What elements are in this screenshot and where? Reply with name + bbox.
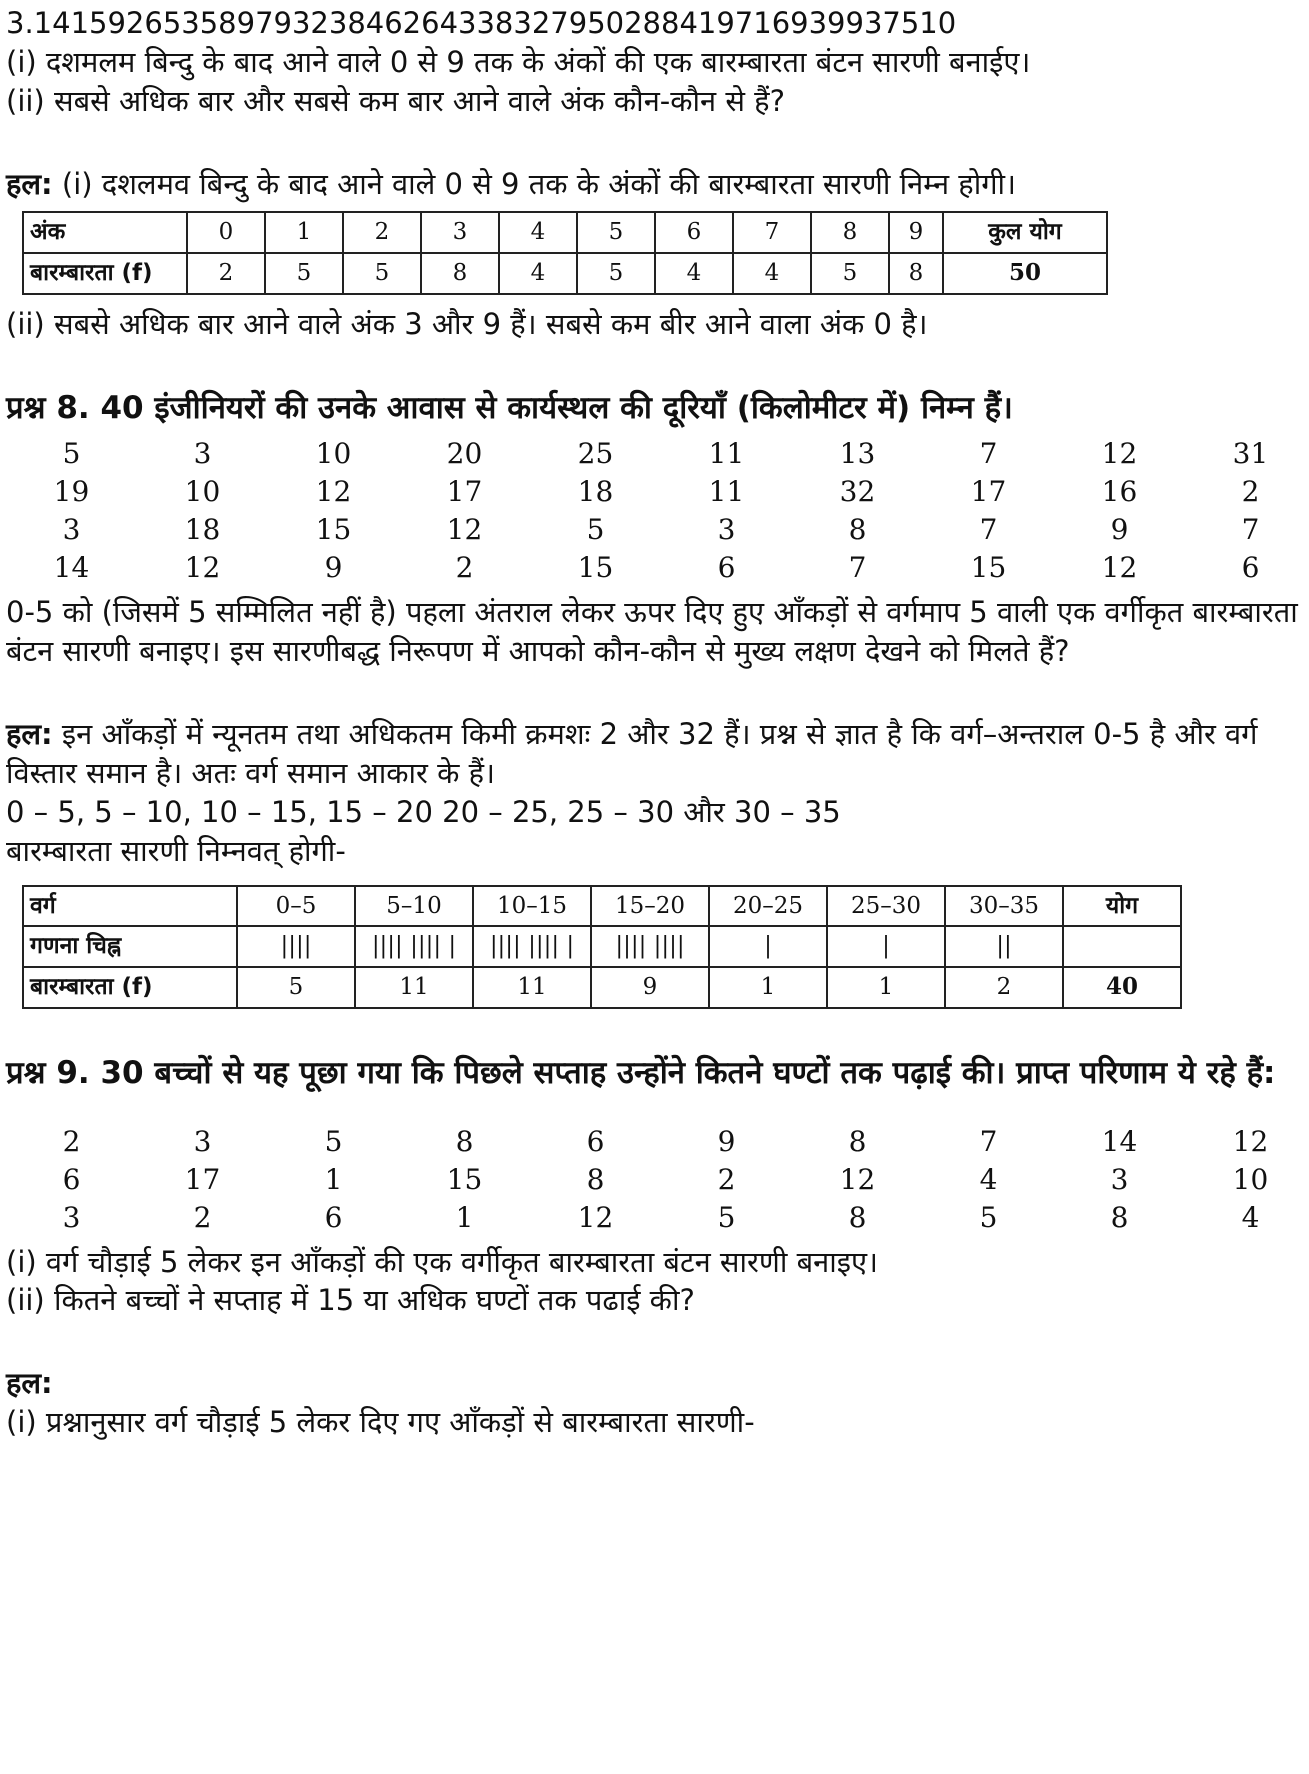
table-cell: 5 — [237, 967, 355, 1008]
data-value: 11 — [708, 475, 745, 509]
data-value: 2 — [193, 1200, 212, 1234]
solution-label: हल: — [6, 717, 53, 752]
class-frequency-table — [22, 885, 1182, 1009]
data-value: 19 — [53, 475, 90, 509]
table-row — [23, 967, 1181, 1008]
table-cell: 2 — [945, 967, 1063, 1008]
data-value: 17 — [446, 475, 483, 509]
table-cell: 5 — [577, 253, 655, 294]
data-value: 8 — [1110, 1200, 1129, 1234]
question-7-part-i: (i) दशमलम बिन्दु के बाद आने वाले 0 से 9 तक के अंकों की एक बारम्बारता बंटन सारणी बनाईए। — [6, 44, 1031, 79]
table-cell: 5 — [577, 212, 655, 253]
data-value: 15 — [970, 551, 1007, 585]
question-7-part-ii: (ii) सबसे अधिक बार और सबसे कम बार आने वाले अंक कौन-कौन से हैं? — [6, 83, 785, 118]
solution-7-part-ii: (ii) सबसे अधिक बार आने वाले अंक 3 और 9 हैं। सबसे कम बीर आने वाला अंक 0 है। — [6, 307, 928, 342]
data-value: 3 — [193, 1124, 212, 1158]
table-cell: 20–25 — [709, 886, 827, 927]
data-value: 14 — [1101, 1124, 1138, 1158]
solution-8-line-4: बारम्बारता सारणी निम्नवत् होगी- — [6, 833, 346, 868]
data-value: 4 — [1241, 1200, 1260, 1234]
data-value: 1 — [324, 1162, 343, 1196]
table-cell: 1 — [709, 967, 827, 1008]
table-cell: 8 — [421, 253, 499, 294]
table-cell: 3 — [421, 212, 499, 253]
data-value: 12 — [1101, 437, 1138, 471]
table-cell: 0–5 — [237, 886, 355, 927]
data-value: 31 — [1232, 437, 1269, 471]
data-value: 2 — [1241, 475, 1260, 509]
data-value: 2 — [717, 1162, 736, 1196]
table-cell: 4 — [733, 253, 811, 294]
solution-label: हल: — [6, 1366, 53, 1401]
table-cell — [1063, 926, 1181, 967]
table-cell: 9 — [591, 967, 709, 1008]
question-8-data-grid — [6, 435, 1301, 587]
data-value: 4 — [979, 1162, 998, 1196]
table-cell: 10–15 — [473, 886, 591, 927]
data-value: 3 — [1110, 1162, 1129, 1196]
data-value: 6 — [586, 1124, 605, 1158]
data-value: 18 — [577, 475, 614, 509]
data-value: 17 — [184, 1162, 221, 1196]
data-value: 3 — [62, 1200, 81, 1234]
solution-8-line-2: विस्तार समान है। अतः वर्ग समान आकार के हैं। — [6, 756, 495, 791]
table-cell: 8 — [889, 253, 943, 294]
data-value: 3 — [193, 437, 212, 471]
table-cell: 11 — [473, 967, 591, 1008]
solution-8-line-1 — [6, 715, 1301, 754]
table-cell: 0 — [187, 212, 265, 253]
tally-cell: |||| |||| | — [473, 926, 591, 967]
data-value: 12 — [184, 551, 221, 585]
question-8-title: प्रश्न 8. 40 इंजीनियरों की उनके आवास से कार्यस्थल की दूरियाँ (किलोमीटर में) निम्न हैं। — [6, 389, 1013, 426]
data-value: 7 — [848, 551, 867, 585]
table-cell: 4 — [499, 212, 577, 253]
total-header: योग — [1063, 886, 1181, 927]
data-value: 2 — [455, 551, 474, 585]
data-value: 10 — [184, 475, 221, 509]
table-cell: 2 — [187, 253, 265, 294]
data-value: 8 — [455, 1124, 474, 1158]
data-value: 8 — [586, 1162, 605, 1196]
data-value: 5 — [717, 1200, 736, 1234]
data-value: 1 — [455, 1200, 474, 1234]
table-cell: 2 — [343, 212, 421, 253]
data-value: 12 — [315, 475, 352, 509]
data-value: 3 — [717, 513, 736, 547]
data-value: 8 — [848, 1200, 867, 1234]
row-header-frequency: बारम्बारता (f) — [23, 967, 237, 1008]
data-value: 12 — [1101, 551, 1138, 585]
table-row — [23, 926, 1181, 967]
tally-cell: | — [827, 926, 945, 967]
tally-cell: |||| — [237, 926, 355, 967]
data-value: 9 — [1110, 513, 1129, 547]
question-9-part-ii: (ii) कितने बच्चों ने सप्ताह में 15 या अधिक घण्टों तक पढाई की? — [6, 1283, 695, 1318]
data-value: 20 — [446, 437, 483, 471]
question-9-data-grid — [6, 1123, 1301, 1237]
data-value: 5 — [586, 513, 605, 547]
data-value: 25 — [577, 437, 614, 471]
table-row — [23, 212, 1107, 253]
table-cell: 6 — [655, 212, 733, 253]
total-header: कुल योग — [943, 212, 1107, 253]
data-value: 15 — [315, 513, 352, 547]
table-cell: 4 — [655, 253, 733, 294]
data-value: 6 — [1241, 551, 1260, 585]
data-value: 6 — [62, 1162, 81, 1196]
tally-cell: |||| |||| — [591, 926, 709, 967]
data-value: 10 — [315, 437, 352, 471]
table-cell: 30–35 — [945, 886, 1063, 927]
solution-8-text: इन आँकड़ों में न्यूनतम तथा अधिकतम किमी क्रमशः 2 और 32 हैं। प्रश्न से ज्ञात है कि वर्ग–अन्तराल 0-5 है और वर्ग — [52, 717, 1258, 752]
solution-8-line-3: 0 – 5, 5 – 10, 10 – 15, 15 – 20 20 – 25, 25 – 30 और 30 – 35 — [6, 794, 841, 829]
data-value: 13 — [839, 437, 876, 471]
table-cell: 1 — [265, 212, 343, 253]
data-value: 12 — [446, 513, 483, 547]
table-cell: 25–30 — [827, 886, 945, 927]
table-cell: 5 — [343, 253, 421, 294]
data-value: 7 — [979, 513, 998, 547]
tally-cell: | — [709, 926, 827, 967]
pi-digits: 3.14159265358979323846264338327950288419716939937510 — [6, 6, 957, 40]
table-row — [23, 886, 1181, 927]
data-value: 6 — [324, 1200, 343, 1234]
table-cell: 4 — [499, 253, 577, 294]
data-value: 12 — [1232, 1124, 1269, 1158]
table-row — [23, 253, 1107, 294]
table-cell: 5–10 — [355, 886, 473, 927]
data-value: 10 — [1232, 1162, 1269, 1196]
question-9-part-i: (i) वर्ग चौड़ाई 5 लेकर इन आँकड़ों की एक वर्गीकृत बारम्बारता बंटन सारणी बनाइए। — [6, 1244, 879, 1279]
data-value: 8 — [848, 513, 867, 547]
data-value: 5 — [979, 1200, 998, 1234]
table-cell: 7 — [733, 212, 811, 253]
table-cell: 1 — [827, 967, 945, 1008]
data-value: 18 — [184, 513, 221, 547]
data-value: 7 — [979, 437, 998, 471]
solution-7-text: (i) दशलमव बिन्दु के बाद आने वाले 0 से 9 तक के अंकों की बारम्बारता सारणी निम्न होगी। — [52, 166, 1017, 201]
solution-9-line-1: (i) प्रश्नानुसार वर्ग चौड़ाई 5 लेकर दिए गए आँकड़ों से बारम्बारता सारणी- — [6, 1405, 755, 1440]
data-value: 12 — [577, 1200, 614, 1234]
question-9-title: प्रश्न 9. 30 बच्चों से यह पूछा गया कि पिछले सप्ताह उन्होंने कितने घण्टों तक पढ़ाई की। प्राप्त परिणाम ये रहे हैं: — [6, 1055, 1276, 1092]
table-cell: 9 — [889, 212, 943, 253]
question-8-task: 0-5 को (जिसमें 5 सम्मिलित नहीं है) पहला अंतराल लेकर ऊपर दिए हुए आँकड़ों से वर्गमाप 5 वाली एक वर्गीकृत बारम्बारता बंटन सारणी बनाइए। इस सारणीबद्ध निरूपण में आपको कौन-कौन से मुख्य लक्षण देखने को मिलते हैं? — [6, 595, 1298, 669]
data-value: 9 — [324, 551, 343, 585]
table-cell: 11 — [355, 967, 473, 1008]
data-value: 15 — [577, 551, 614, 585]
data-value: 9 — [717, 1124, 736, 1158]
data-value: 7 — [1241, 513, 1260, 547]
data-value: 17 — [970, 475, 1007, 509]
table-cell: 8 — [811, 212, 889, 253]
data-value: 15 — [446, 1162, 483, 1196]
solution-7-intro — [6, 165, 1301, 204]
data-value: 12 — [839, 1162, 876, 1196]
data-value: 8 — [848, 1124, 867, 1158]
row-header-class: वर्ग — [23, 886, 237, 927]
data-value: 2 — [62, 1124, 81, 1158]
data-value: 11 — [708, 437, 745, 471]
tally-cell: |||| |||| | — [355, 926, 473, 967]
row-header-digit: अंक — [23, 212, 187, 253]
solution-label: हल: — [6, 166, 53, 201]
row-header-tally: गणना चिह्न — [23, 926, 237, 967]
data-value: 7 — [979, 1124, 998, 1158]
tally-cell: || — [945, 926, 1063, 967]
data-value: 3 — [62, 513, 81, 547]
total-value: 40 — [1063, 967, 1181, 1008]
data-value: 14 — [53, 551, 90, 585]
table-cell: 5 — [265, 253, 343, 294]
data-value: 5 — [324, 1124, 343, 1158]
total-value: 50 — [943, 253, 1107, 294]
data-value: 16 — [1101, 475, 1138, 509]
table-cell: 15–20 — [591, 886, 709, 927]
table-cell: 5 — [811, 253, 889, 294]
data-value: 5 — [62, 437, 81, 471]
data-value: 6 — [717, 551, 736, 585]
digit-frequency-table — [22, 211, 1108, 295]
row-header-frequency: बारम्बारता (f) — [23, 253, 187, 294]
data-value: 32 — [839, 475, 876, 509]
